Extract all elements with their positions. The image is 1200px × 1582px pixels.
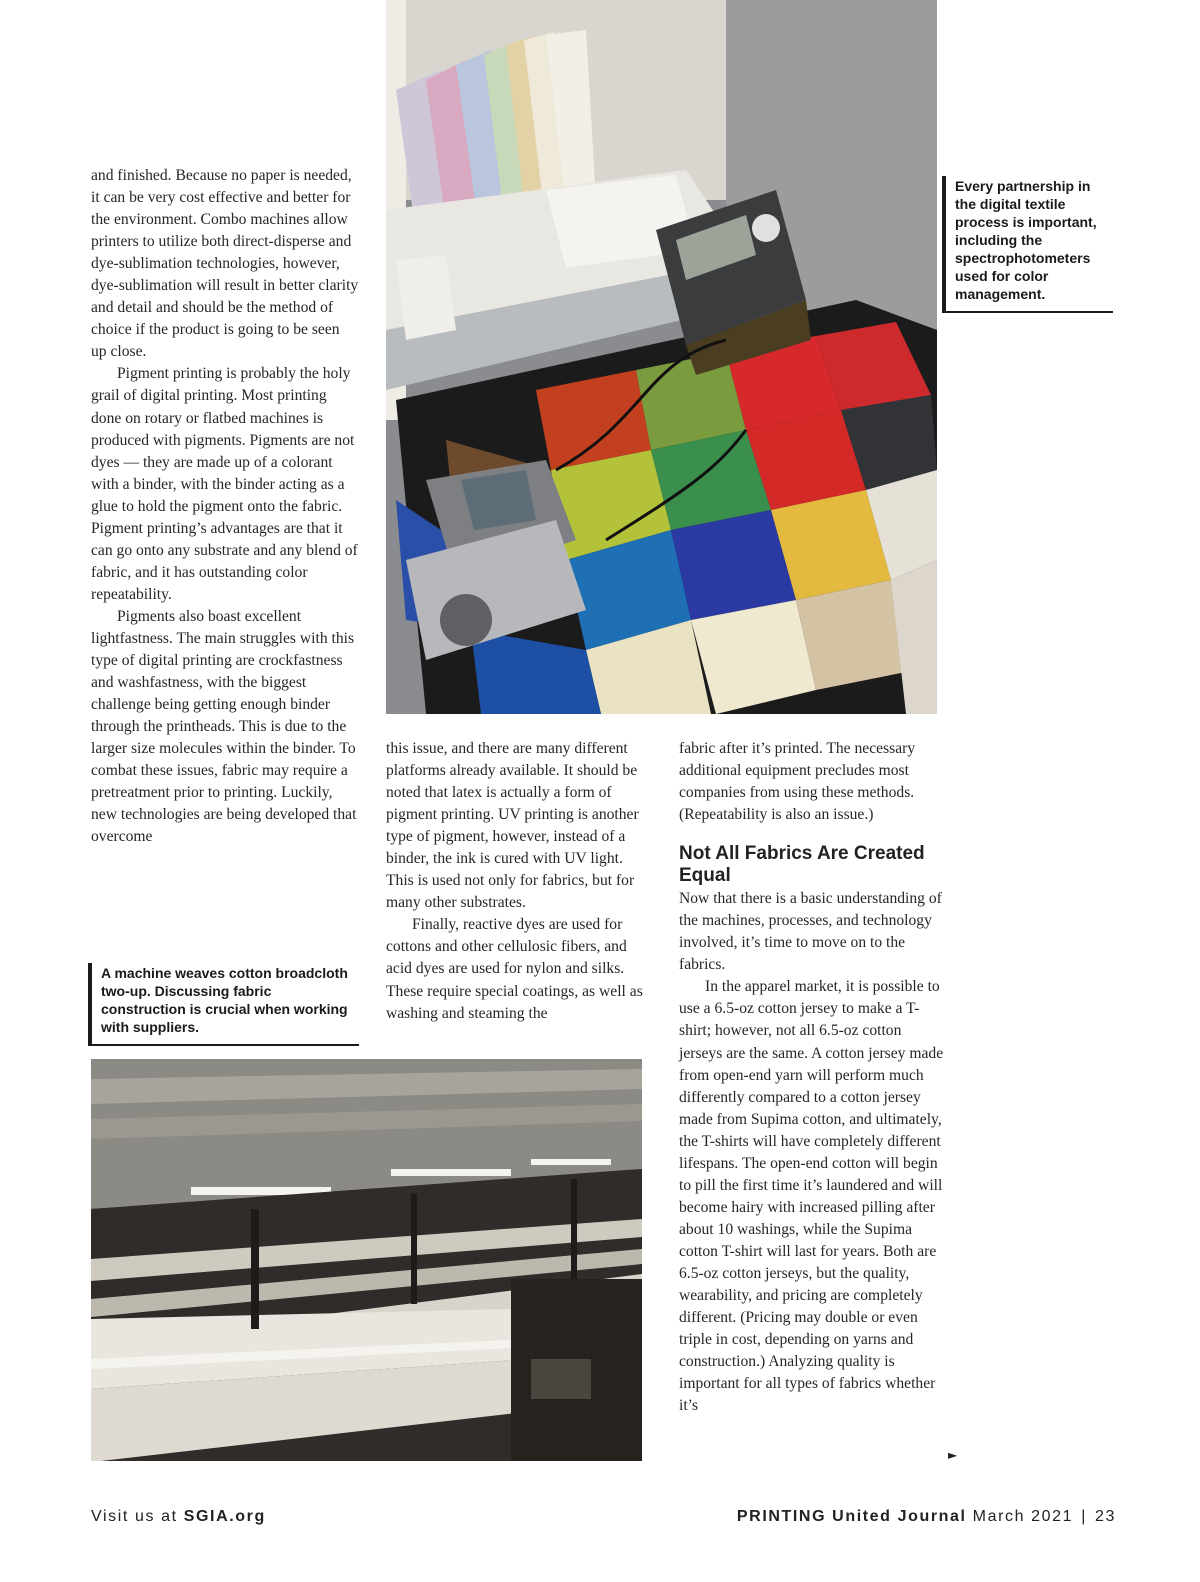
spectrophotometer-caption: Every partnership in the digital textile process is important, including the spectrophotometers used for color management. (942, 176, 1113, 313)
footer-website (91, 1508, 266, 1526)
footer-issue: March 2021 (972, 1508, 1074, 1525)
body-paragraph: Pigments also boast excellent lightfastness. The main struggles with this type of digital printing are crockfastness and washfastness, with the biggest challenge being getting enough binder through the printheads. This is due to the larger size molecules within the binder. To combat these issues, fabric may require a pretreatment prior to printing. Luckily, new technologies are being developed that overcome (91, 607, 357, 846)
body-paragraph: In the apparel market, it is possible to use a 6.5-oz cotton jersey to make a T-shirt; however, not all 6.5-oz cotton jerseys are the same. A cotton jersey made from open-end yarn will perform much differently compared to a cotton jersey made from Supima cotton, and ultimately, the T-shirts will have completely different lifespans. The open-end cotton will begin to pill the first time it’s laundered and will become hairy with increased pilling after about 10 washings, while the Supima cotton T-shirt will last for years. Both are 6.5-oz cotton jerseys, but the quality, wearability, and pricing are completely different. (Pricing may double or even triple in cost, depending on yarns and construction.) Analyzing quality is important for all types of fabrics whether it’s (679, 978, 944, 1415)
body-paragraph: and finished. Because no paper is needed, it can be very cost effective and better for the environment. Combo machines allow printers to utilize both direct-disperse and dye-sublimation technologies, however, dye-sublimation will result in better clarity and detail and should be the method of choice if the product is going to be seen up close. (91, 167, 359, 361)
continue-arrow-icon: ► (948, 1448, 958, 1462)
footer-folio (737, 1508, 1116, 1526)
article-column-2 (386, 738, 654, 1025)
loom-photo (91, 1059, 642, 1461)
footer-visit-text: Visit us at (91, 1508, 178, 1525)
body-paragraph: Pigment printing is probably the holy grail of digital printing. Most printing done on rotary or flatbed machines is produced with pigments. Pigments are not dyes — they are made up of a colorant with a binder, with the binder acting as a glue to hold the pigment onto the fabric. Pigment printing’s advantages are that it can go onto any substrate and any blend of fabric, and it has outstanding color repeatability. (91, 365, 358, 603)
footer-separator: | (1081, 1508, 1087, 1525)
body-paragraph: fabric after it’s printed. The necessary additional equipment precludes most companies from using these methods. (Repeatability is also an issue.) (679, 740, 916, 824)
spectrophotometer-photo (386, 0, 937, 714)
page-number: 23 (1095, 1508, 1116, 1525)
body-paragraph: Finally, reactive dyes are used for cottons and other cellulosic fibers, and acid dyes are used for nylon and silks. These require special coatings, as well as washing and steaming the (386, 916, 643, 1022)
article-column-1 (91, 165, 359, 848)
article-column-3 (679, 738, 947, 1417)
loom-caption: A machine weaves cotton broadcloth two-up. Discussing fabric construction is crucial when working with suppliers. (88, 963, 359, 1046)
body-paragraph: Now that there is a basic understanding of the machines, processes, and technology involved, it’s time to move on to the fabrics. (679, 890, 942, 974)
section-subhead: Not All Fabrics Are Created Equal (679, 843, 925, 887)
footer-site-link[interactable]: SGIA.org (183, 1508, 266, 1525)
body-paragraph: this issue, and there are many different platforms already available. It should be noted that latex is actually a form of pigment printing. UV printing is another type of pigment, however, instead of a binder, the ink is cured with UV light. This is used not only for fabrics, but for many other substrates. (386, 740, 639, 912)
footer-publication: PRINTING United Journal (736, 1508, 967, 1525)
